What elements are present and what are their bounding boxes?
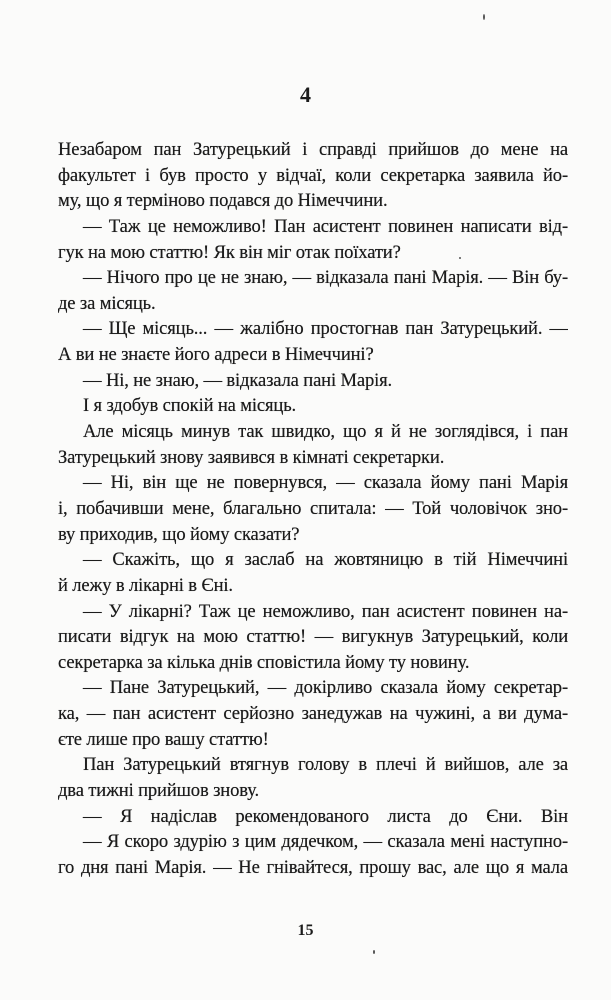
- text-line: факультет і був просто у відчаї, коли секретарка заявила йо-: [58, 164, 568, 186]
- text-line: — Пане Затурецький, — докірливо сказала йому секретар-: [83, 677, 568, 699]
- text-line: Але місяць минув так швидко, що я й не зоглядівся, і пан: [83, 421, 568, 443]
- text-line: — Ні, він ще не повернувся, — сказала йому пані Марія: [83, 472, 568, 494]
- text-line: й лежу в лікарні в Єні.: [58, 574, 233, 596]
- text-line: і, побачивши мене, благально спитала: — Той чоловічок зно-: [58, 497, 568, 519]
- text-line: І я здобув спокій на місяць.: [83, 395, 297, 417]
- text-line: — Ні, не знаю, — відказала пані Марія.: [83, 369, 393, 391]
- text-line: — Я скоро здурію з цим дядечком, — сказала мені наступно-: [83, 831, 568, 853]
- chapter-number: 4: [300, 82, 311, 107]
- text-line: де за місяць.: [58, 292, 156, 314]
- text-line: — Ще місяць... — жалібно простогнав пан Затурецький. —: [83, 318, 568, 340]
- text-line: Пан Затурецький втягнув голову в плечі й вийшов, але за: [83, 754, 568, 776]
- text-line: А ви не знаєте його адреси в Німеччині?: [58, 344, 374, 366]
- page-body-text: [58, 137, 568, 881]
- text-line: — Нічого про це не знаю, — відказала пані Марія. — Він бу-: [83, 267, 568, 289]
- text-line: ву приходив, що йому сказати?: [58, 523, 300, 545]
- scan-speck: [483, 14, 485, 20]
- text-line: го дня пані Марія. — Не гнівайтеся, прошу вас, але що я мала: [58, 856, 568, 878]
- text-line: — Я надіслав рекомендованого листа до Єни. Він: [83, 805, 568, 827]
- text-line: писати відгук на мою статтю! — вигукнув Затурецький, коли: [58, 626, 568, 648]
- text-line: гук на мою статтю! Як він міг отак поїхати?: [58, 241, 401, 263]
- text-line: — Таж це неможливо! Пан асистент повинен написати від-: [83, 215, 568, 237]
- scan-speck: [373, 950, 375, 954]
- text-line: Незабаром пан Затурецький і справді прийшов до мене на: [58, 139, 568, 160]
- text-line: єте лише про вашу статтю!: [58, 728, 269, 750]
- scan-speck: [459, 257, 461, 259]
- text-line: два тижні прийшов знову.: [58, 780, 259, 802]
- text-line: — У лікарні? Таж це неможливо, пан асистент повинен на-: [83, 600, 568, 622]
- text-line: Затурецький знову заявився в кімнаті секретарки.: [58, 446, 445, 468]
- text-line: ка, — пан асистент серйозно занедужав на чужині, а ви дума-: [58, 703, 568, 725]
- text-line: му, що я терміново подався до Німеччини.: [58, 190, 388, 212]
- page-number: 15: [297, 922, 314, 939]
- text-line: — Скажіть, що я заслаб на жовтяницю в тій Німеччині: [83, 549, 568, 571]
- text-line: секретарка за кілька днів сповістила йому ту новину.: [58, 651, 470, 673]
